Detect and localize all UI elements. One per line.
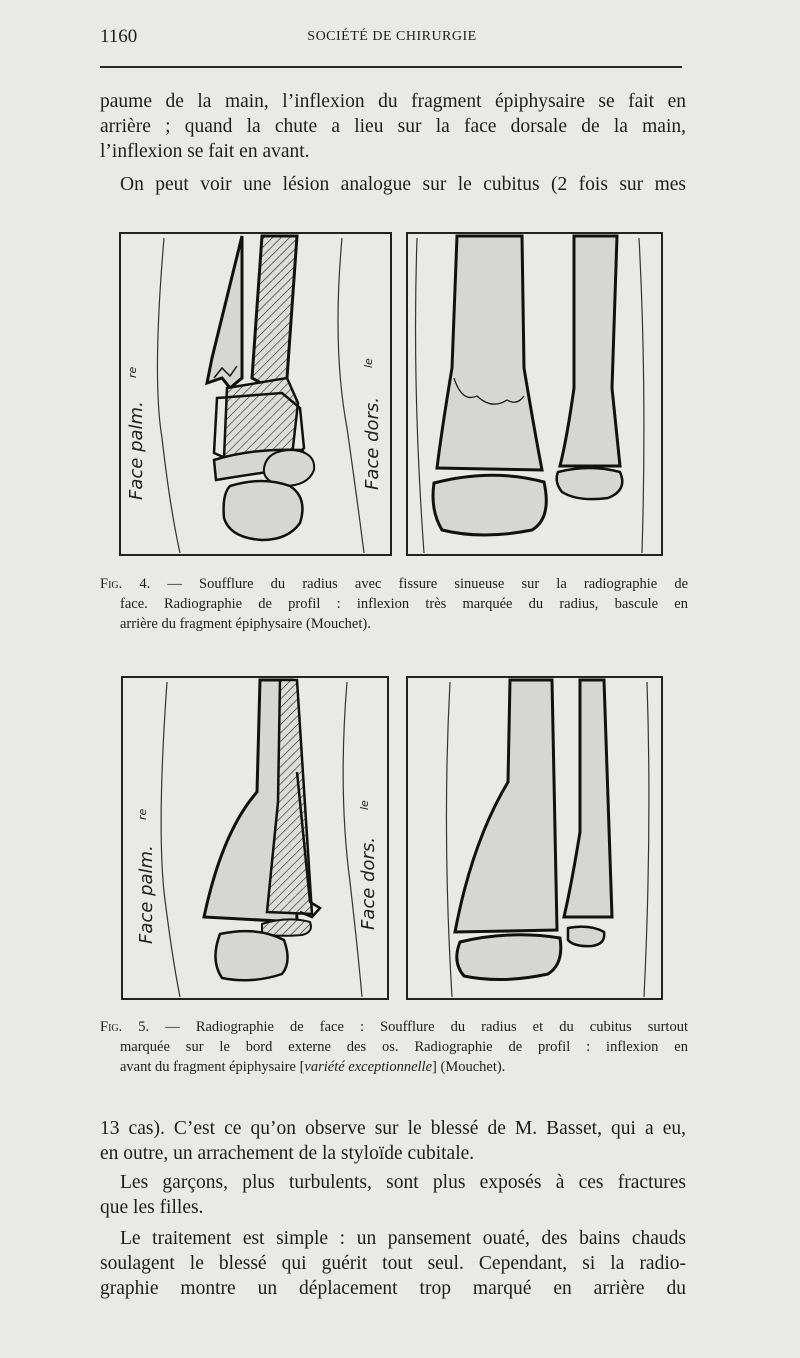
fig5-front-panel (407, 677, 662, 999)
fig4-profile-panel (120, 233, 391, 555)
page-header (100, 26, 684, 54)
text-line: que les filles. (100, 1197, 204, 1218)
text-line: graphie montre un déplacement trop marqué en arrière du (100, 1278, 686, 1299)
fig5-label-palm-sup: re (136, 808, 149, 820)
text-line: 13 cas). C’est ce qu’on observe sur le blessé de M. Basset, qui a eu, (100, 1118, 686, 1139)
running-head: SOCIÉTÉ DE CHIRURGIE (307, 29, 477, 44)
text-line: Le traitement est simple : un pansement ouaté, des bains chauds (120, 1228, 686, 1249)
fig4-front-panel (407, 233, 662, 555)
caption-line: arrière du fragment épiphysaire (Mouchet). (120, 616, 371, 632)
fig4-label-dors: Face dors. (362, 396, 383, 490)
figure-5-radiograph (112, 672, 668, 1006)
treatment-paragraph (100, 1226, 686, 1301)
caption-line: avant du fragment épiphysaire [variété exceptionnelle] (Mouchet). (120, 1059, 506, 1075)
second-paragraph (100, 172, 686, 197)
fig4-label-palm: Face palm. (126, 401, 147, 500)
fig5-label-dors: Face dors. (358, 836, 379, 930)
figure-4-radiograph (112, 228, 668, 562)
header-rule (100, 66, 682, 68)
text-line: l’inflexion se fait en avant. (100, 141, 310, 162)
text-line: paume de la main, l’inflexion du fragment épiphysaire se fait en (100, 91, 686, 112)
text-line: en outre, un arrachement de la styloïde cubitale. (100, 1143, 475, 1164)
top-paragraph (100, 89, 686, 164)
caption-line: Fig. 4. — Soufflure du radius avec fissure sinueuse sur la radiographie de (100, 576, 689, 592)
page-number: 1160 (100, 26, 138, 47)
fig5-label-palm: Face palm. (136, 845, 157, 944)
fig5-profile-panel (122, 677, 388, 999)
fig4-label-dors-sup: le (362, 358, 375, 368)
fig5-label-dors-sup: le (358, 800, 371, 810)
text-line: Les garçons, plus turbulents, sont plus exposés à ces fractures (120, 1172, 686, 1193)
text-line: On peut voir une lésion analogue sur le cubitus (2 fois sur mes (120, 174, 686, 195)
caption-line: face. Radiographie de profil : inflexion très marquée du radius, bascule en (120, 596, 688, 612)
boys-paragraph (100, 1170, 686, 1220)
text-line: arrière ; quand la chute a lieu sur la face dorsale de la main, (100, 116, 686, 137)
figure-5-label: Fig. 5. (100, 1019, 150, 1035)
caption-line: Fig. 5. — Radiographie de face : Soufflure du radius et du cubitus surtout (100, 1019, 688, 1035)
figure-4-label: Fig. 4. (100, 576, 151, 592)
continuation-paragraph (100, 1116, 686, 1166)
caption-line: marquée sur le bord externe des os. Radiographie de profil : inflexion en (120, 1039, 688, 1055)
figure-5-caption (100, 1017, 688, 1077)
figure-4-caption (100, 574, 688, 634)
fig4-label-palm-sup: re (126, 366, 139, 378)
text-line: soulagent le blessé qui guérit tout seul. Cependant, si la radio- (100, 1253, 686, 1274)
